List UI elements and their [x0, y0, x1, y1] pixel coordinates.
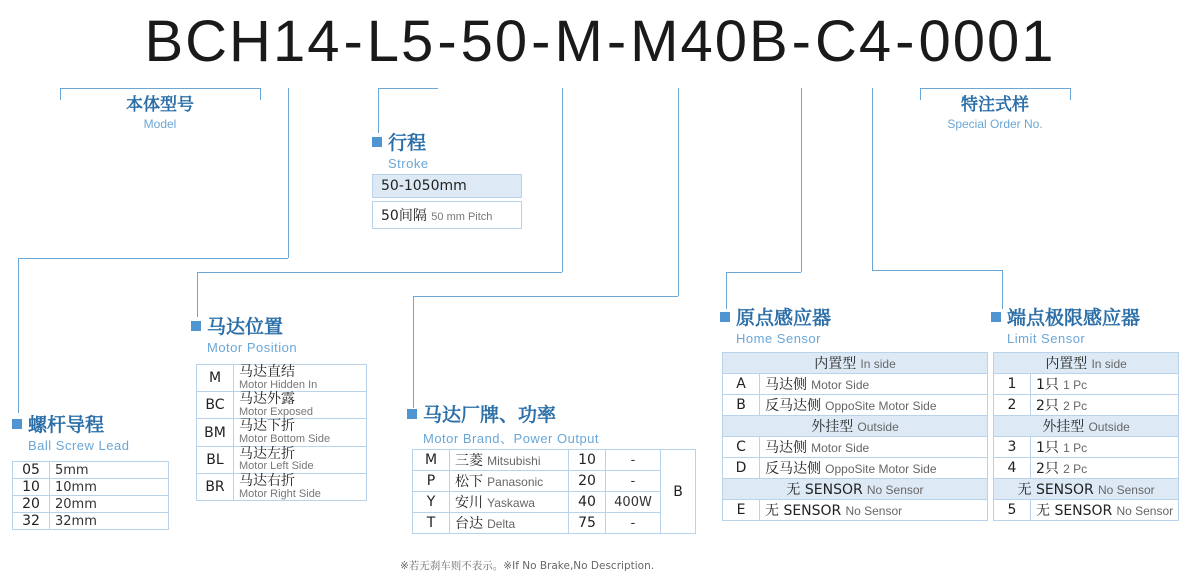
table-row — [723, 458, 988, 479]
home-sensor-en: No Sensor — [845, 504, 903, 518]
leader-model-v-right — [260, 88, 261, 100]
home-sensor-key: D — [723, 458, 760, 479]
bullet-square — [991, 312, 1001, 322]
limit-sensor-cn: 无 SENSOR — [1036, 503, 1113, 519]
motor-position-value — [234, 446, 367, 473]
code-sep: - — [895, 9, 917, 74]
table-row — [723, 374, 988, 395]
label-special-order-cn: 特注式样 — [961, 95, 1029, 115]
table-row — [994, 500, 1179, 521]
home-sensor-group-2-cn: 外挂型 — [811, 419, 854, 435]
limit-sensor-key: 4 — [994, 458, 1031, 479]
label-model-en: Model — [143, 117, 177, 131]
home-sensor-value — [760, 395, 988, 416]
label-limit-sensor-en: Limit Sensor — [1007, 331, 1086, 346]
limit-sensor-en: 2 Pc — [1063, 462, 1088, 476]
home-sensor-group-2-en: Outside — [857, 420, 899, 434]
limit-sensor-key: 3 — [994, 437, 1031, 458]
home-sensor-cn: 无 SENSOR — [765, 503, 842, 519]
limit-sensor-group-1-cn: 内置型 — [1045, 356, 1088, 372]
table-row — [197, 473, 367, 500]
label-home-sensor-cn: 原点感应器 — [736, 307, 832, 329]
motor-position-en: Motor Right Side — [239, 487, 321, 500]
motor-brand-key: T — [413, 513, 450, 534]
table-row — [723, 395, 988, 416]
motor-position-value — [234, 473, 367, 500]
motor-position-key: BL — [197, 446, 234, 473]
motor-brand-en: Panasonic — [487, 475, 544, 489]
home-sensor-cn: 马达侧 — [765, 377, 807, 393]
label-limit-sensor-cn: 端点极限感应器 — [1007, 307, 1141, 329]
leader-lead-h — [18, 258, 288, 259]
table-row — [723, 437, 988, 458]
code-sep: - — [531, 9, 553, 74]
stroke-pitch-box — [372, 201, 522, 229]
lead-key: 10 — [13, 479, 50, 496]
stroke-range-text: 50-1050mm — [381, 178, 467, 194]
label-special-order-en: Special Order No. — [947, 117, 1043, 131]
leader-motor-brand-v-down — [413, 296, 414, 408]
motor-brand-num: 40 — [569, 492, 606, 513]
motor-position-cn: 马达直结 — [239, 364, 295, 380]
table-row — [723, 500, 988, 521]
leader-model-v-left — [60, 88, 61, 100]
lead-value: 20mm — [50, 496, 169, 513]
home-sensor-value — [760, 437, 988, 458]
motor-position-key: BC — [197, 392, 234, 419]
code-sep: - — [437, 9, 459, 74]
limit-sensor-en: 2 Pc — [1063, 399, 1088, 413]
lead-key: 32 — [13, 513, 50, 530]
limit-sensor-value — [1031, 500, 1179, 521]
part-number-code — [0, 8, 1200, 75]
leader-stroke-v — [378, 88, 379, 133]
table-row-group-header — [994, 353, 1179, 374]
leader-limit-sensor-h — [872, 270, 1002, 271]
table-limit-sensor — [993, 352, 1179, 521]
home-sensor-group-1-en: In side — [860, 357, 896, 371]
motor-position-key: BR — [197, 473, 234, 500]
limit-sensor-key: 1 — [994, 374, 1031, 395]
leader-lead-v-down — [18, 258, 19, 413]
lead-value: 10mm — [50, 479, 169, 496]
code-part-model: BCH14 — [144, 9, 342, 74]
lead-value: 5mm — [50, 462, 169, 479]
home-sensor-key: A — [723, 374, 760, 395]
motor-brand-note: ※若无刹车则不表示。※If No Brake,No Description. — [400, 560, 655, 572]
table-row — [994, 437, 1179, 458]
label-home-sensor-en: Home Sensor — [736, 331, 821, 346]
motor-brand-name — [450, 492, 569, 513]
limit-sensor-group-2-cn: 外挂型 — [1042, 419, 1085, 435]
table-row — [994, 395, 1179, 416]
home-sensor-group-3-cn: 无 SENSOR — [786, 482, 863, 498]
limit-sensor-value — [1031, 458, 1179, 479]
leader-stroke-h — [378, 88, 438, 89]
limit-sensor-key: 5 — [994, 500, 1031, 521]
table-row — [413, 471, 696, 492]
table-row — [413, 450, 696, 471]
table-row-group-header — [723, 479, 988, 500]
limit-sensor-en: 1 Pc — [1063, 441, 1088, 455]
label-ball-screw-lead — [12, 410, 129, 453]
table-row — [13, 462, 169, 479]
motor-brand-name — [450, 471, 569, 492]
home-sensor-cn: 反马达侧 — [765, 398, 821, 414]
motor-brand-num: 75 — [569, 513, 606, 534]
motor-brand-power: - — [606, 513, 661, 534]
motor-position-en: Motor Left Side — [239, 460, 314, 473]
motor-brand-power: 400W — [606, 492, 661, 513]
limit-sensor-value — [1031, 437, 1179, 458]
motor-position-key: M — [197, 365, 234, 392]
home-sensor-en: Motor Side — [811, 378, 870, 392]
limit-sensor-group-2-en: Outside — [1088, 420, 1130, 434]
code-part-limit-sensor: 4 — [858, 9, 894, 74]
home-sensor-en: Motor Side — [811, 441, 870, 455]
table-row-group-header — [723, 416, 988, 437]
motor-brand-key: M — [413, 450, 450, 471]
leader-home-sensor-h — [726, 272, 801, 273]
table-motor-position — [196, 364, 367, 501]
table-row-group-header — [994, 416, 1179, 437]
leader-model-h — [60, 88, 260, 89]
limit-sensor-value — [1031, 395, 1179, 416]
motor-position-value — [234, 392, 367, 419]
bullet-square — [720, 312, 730, 322]
motor-brand-extra: B — [661, 450, 696, 534]
table-home-sensor — [722, 352, 988, 521]
stroke-range-box — [372, 174, 522, 198]
bullet-square — [407, 409, 417, 419]
limit-sensor-cn: 2只 — [1036, 461, 1059, 477]
motor-position-value — [234, 365, 367, 392]
label-special-order — [900, 90, 1090, 131]
leader-motor-brand-h — [413, 296, 678, 297]
limit-sensor-group-3 — [994, 479, 1179, 500]
leader-motor-position-h — [197, 272, 562, 273]
table-ball-screw-lead — [12, 461, 169, 530]
home-sensor-cn: 马达侧 — [765, 440, 807, 456]
motor-brand-key: P — [413, 471, 450, 492]
home-sensor-en: OppoSite Motor Side — [825, 462, 937, 476]
motor-position-cn: 马达右折 — [239, 472, 295, 489]
bullet-square — [372, 137, 382, 147]
motor-brand-cn: 三菱 — [455, 453, 483, 469]
motor-position-cn: 马达外露 — [239, 391, 295, 408]
leader-home-sensor-v-up — [801, 88, 802, 272]
bullet-square — [12, 419, 22, 429]
table-row — [413, 513, 696, 534]
stroke-pitch-en: 50 mm Pitch — [431, 211, 493, 223]
motor-brand-en: Yaskawa — [487, 496, 535, 510]
label-home-sensor — [720, 303, 831, 346]
table-row — [13, 496, 169, 513]
motor-position-cn: 马达下折 — [239, 418, 295, 435]
home-sensor-group-3 — [723, 479, 988, 500]
home-sensor-en: OppoSite Motor Side — [825, 399, 937, 413]
motor-brand-power: - — [606, 450, 661, 471]
table-motor-brand — [412, 449, 696, 534]
motor-brand-name — [450, 450, 569, 471]
code-part-motor-position: M — [554, 9, 605, 74]
home-sensor-group-1-cn: 内置型 — [814, 356, 857, 372]
code-part-stroke: 50 — [460, 9, 530, 74]
limit-sensor-group-3-cn: 无 SENSOR — [1017, 482, 1094, 498]
motor-brand-key: Y — [413, 492, 450, 513]
code-part-home-sensor: C — [814, 9, 859, 74]
home-sensor-value — [760, 500, 988, 521]
label-limit-sensor — [991, 303, 1140, 346]
motor-position-key: BM — [197, 419, 234, 446]
label-motor-position-en: Motor Position — [207, 340, 298, 355]
home-sensor-cn: 反马达侧 — [765, 461, 821, 477]
limit-sensor-en: No Sensor — [1116, 504, 1174, 518]
home-sensor-value — [760, 458, 988, 479]
limit-sensor-group-1 — [994, 353, 1179, 374]
limit-sensor-cn: 2只 — [1036, 398, 1059, 414]
leader-lead-v-up — [288, 88, 289, 258]
table-row — [413, 492, 696, 513]
motor-position-en: Motor Bottom Side — [239, 433, 331, 446]
motor-brand-en: Mitsubishi — [487, 454, 541, 468]
home-sensor-key: B — [723, 395, 760, 416]
code-sep: - — [606, 9, 629, 74]
label-stroke-cn: 行程 — [388, 132, 427, 154]
stroke-pitch-cn: 50间隔 — [381, 208, 427, 224]
home-sensor-key: E — [723, 500, 760, 521]
motor-position-en: Motor Exposed — [239, 405, 313, 418]
lead-key: 05 — [13, 462, 50, 479]
home-sensor-group-2 — [723, 416, 988, 437]
table-row — [13, 513, 169, 530]
code-part-lead: L5 — [366, 9, 436, 74]
label-motor-brand-cn: 马达厂牌、功率 — [423, 404, 557, 426]
table-row — [13, 479, 169, 496]
table-row — [197, 419, 367, 446]
label-stroke — [372, 128, 429, 171]
table-row — [994, 458, 1179, 479]
motor-brand-num: 20 — [569, 471, 606, 492]
motor-brand-cn: 台达 — [455, 516, 483, 532]
lead-value: 32mm — [50, 513, 169, 530]
table-row-group-header — [994, 479, 1179, 500]
label-lead-cn: 螺杆导程 — [28, 414, 105, 436]
table-row — [197, 392, 367, 419]
home-sensor-group-3-en: No Sensor — [866, 483, 924, 497]
leader-motor-position-v-up — [562, 88, 563, 272]
label-motor-position-cn: 马达位置 — [207, 316, 284, 338]
code-part-motor-brand: M40B — [630, 9, 790, 74]
label-motor-brand-en: Motor Brand、Power Output — [423, 431, 600, 446]
motor-brand-power: - — [606, 471, 661, 492]
code-sep: - — [791, 9, 813, 74]
leader-motor-brand-v-up — [678, 88, 679, 296]
limit-sensor-cn: 1只 — [1036, 377, 1059, 393]
code-part-special: 0001 — [918, 9, 1056, 74]
home-sensor-group-1 — [723, 353, 988, 374]
home-sensor-key: C — [723, 437, 760, 458]
label-motor-position — [191, 312, 297, 355]
motor-position-en: Motor Hidden In — [239, 378, 318, 391]
limit-sensor-group-3-en: No Sensor — [1097, 483, 1155, 497]
motor-brand-cn: 安川 — [455, 495, 483, 511]
label-stroke-en: Stroke — [388, 156, 429, 171]
label-model — [80, 90, 240, 131]
label-motor-brand — [407, 400, 599, 447]
leader-motor-position-v-down — [197, 272, 198, 317]
motor-brand-name — [450, 513, 569, 534]
motor-brand-en: Delta — [487, 517, 516, 531]
table-row — [994, 374, 1179, 395]
code-sep: - — [343, 9, 365, 74]
motor-position-cn: 马达左折 — [239, 445, 295, 462]
motor-brand-num: 10 — [569, 450, 606, 471]
lead-key: 20 — [13, 496, 50, 513]
limit-sensor-en: 1 Pc — [1063, 378, 1088, 392]
leader-limit-sensor-v-up — [872, 88, 873, 270]
limit-sensor-key: 2 — [994, 395, 1031, 416]
label-lead-en: Ball Screw Lead — [28, 438, 130, 453]
limit-sensor-group-2 — [994, 416, 1179, 437]
leader-special-h — [920, 88, 1070, 89]
label-model-cn: 本体型号 — [126, 95, 194, 115]
table-row-group-header — [723, 353, 988, 374]
motor-position-value — [234, 419, 367, 446]
motor-brand-cn: 松下 — [455, 474, 483, 490]
table-row — [197, 446, 367, 473]
bullet-square — [191, 321, 201, 331]
limit-sensor-cn: 1只 — [1036, 440, 1059, 456]
home-sensor-value — [760, 374, 988, 395]
limit-sensor-value — [1031, 374, 1179, 395]
table-row — [197, 365, 367, 392]
limit-sensor-group-1-en: In side — [1091, 357, 1127, 371]
